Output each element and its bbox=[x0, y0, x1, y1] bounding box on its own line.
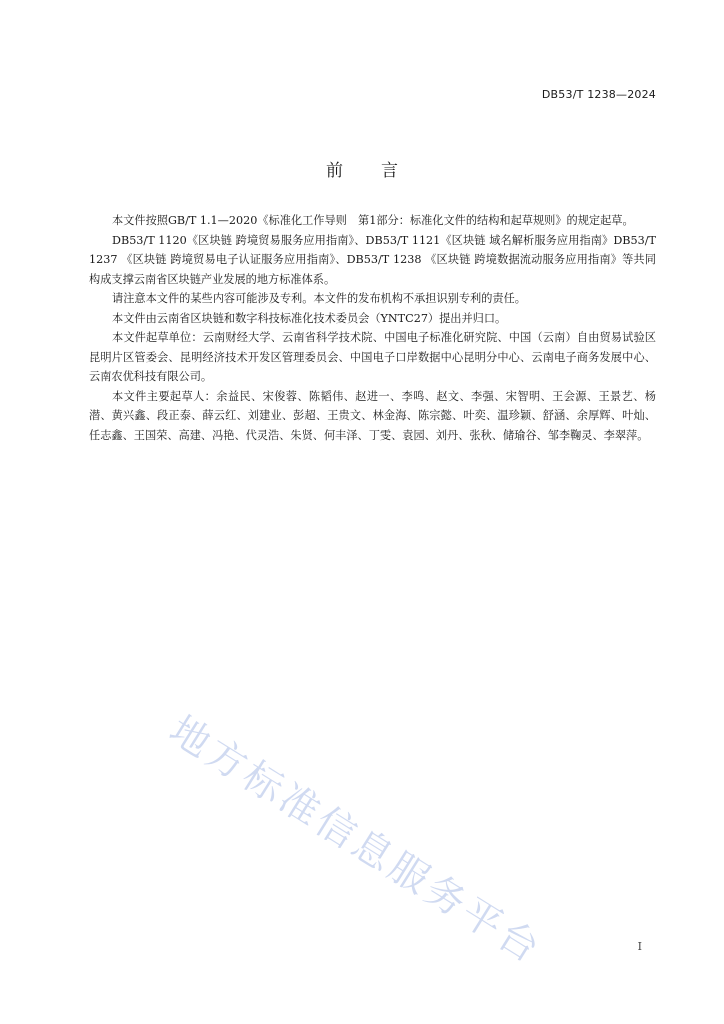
foreword-body bbox=[89, 211, 656, 445]
paragraph-drafting-units: 本文件起草单位：云南财经大学、云南省科学技术院、中国电子标准化研究院、中国（云南）自由贸易试验区昆明片区管委会、昆明经济技术开发区管理委员会、中国电子口岸数据中心昆明分中心、云南电子商务发展中心、云南农优科技有限公司。 bbox=[89, 331, 656, 383]
paragraph-standard-series: DB53/T 1120《区块链 跨境贸易服务应用指南》、DB53/T 1121《区块链 域名解析服务应用指南》DB53/T 1237 《区块链 跨境贸易电子认证服务应用指南》、DB53/T 1238 《区块链 跨境数据流动服务应用指南》等共同构成支撑云南省区块链产业发展的地方标准体系。 bbox=[89, 233, 656, 286]
document-code: DB53/T 1238—2024 bbox=[541, 88, 656, 101]
paragraph-proposer: 本文件由云南省区块链和数字科技标准化技术委员会（YNTC27）提出并归口。 bbox=[112, 311, 507, 325]
paragraph-patent-notice: 请注意本文件的某些内容可能涉及专利。本文件的发布机构不承担识别专利的责任。 bbox=[112, 292, 526, 305]
page-title: 前言 bbox=[326, 161, 436, 181]
watermark: 地方标准信息服务平台 bbox=[161, 707, 550, 974]
page-number: I bbox=[637, 940, 642, 953]
paragraph-drafting-rules: 本文件按照GB/T 1.1—2020《标准化工作导则 第1部分：标准化文件的结构和起草规则》的规定起草。 bbox=[112, 214, 634, 227]
paragraph-drafters: 本文件主要起草人：余益民、宋俊蓉、陈韬伟、赵进一、李鸣、赵文、李强、宋智明、王会源、王景艺、杨潜、黄兴鑫、段正泰、薛云红、刘建业、彭超、王贵文、林金海、陈宗懿、叶奕、温珍颖、舒涵、余厚辉、叶灿、任志鑫、王国荣、高建、冯艳、代灵浩、朱贤、何丰泽、丁雯、袁园、刘丹、张秋、储瑜谷、邹李鞠灵、李翠萍。 bbox=[89, 389, 656, 442]
